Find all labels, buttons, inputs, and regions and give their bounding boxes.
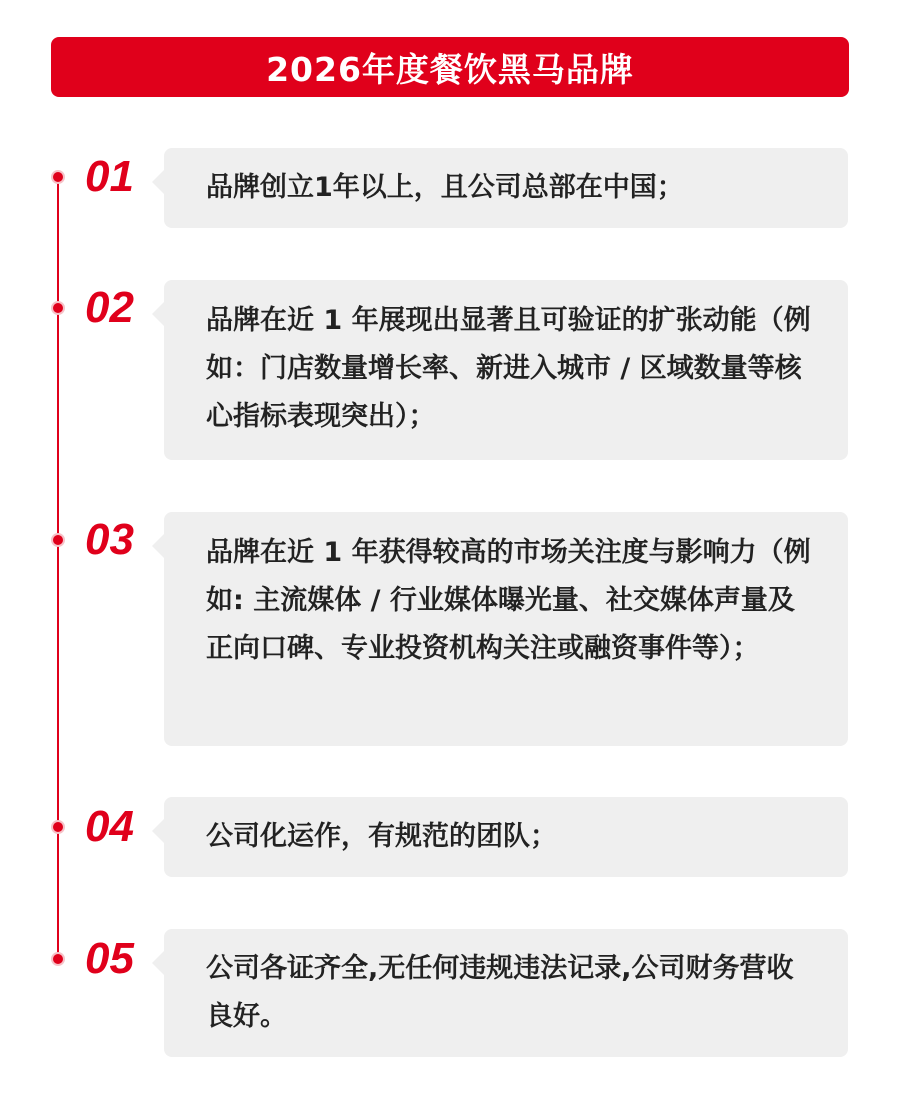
criterion-card bbox=[164, 797, 848, 877]
title-banner bbox=[51, 37, 849, 97]
criterion-number: 02 bbox=[85, 283, 134, 332]
criterion-number: 03 bbox=[85, 515, 134, 564]
timeline-dot bbox=[51, 952, 65, 966]
criterion-text: 品牌创立1年以上，且公司总部在中国； bbox=[206, 172, 684, 203]
timeline-dot bbox=[51, 301, 65, 315]
criterion-number: 04 bbox=[85, 802, 134, 851]
criterion-number: 01 bbox=[85, 152, 134, 201]
criterion-text: 公司各证齐全,无任何违规违法记录,公司财务营收良好。 bbox=[206, 953, 794, 1032]
criterion-card bbox=[164, 512, 848, 746]
timeline-dot bbox=[51, 820, 65, 834]
criterion-text: 公司化运作，有规范的团队； bbox=[206, 821, 557, 852]
criterion-text: 品牌在近 1 年获得较高的市场关注度与影响力（例如: 主流媒体 / 行业媒体曝光量、社交媒体声量及正向口碑、专业投资机构关注或融资事件等）； bbox=[206, 537, 811, 664]
criterion-card bbox=[164, 280, 848, 460]
criterion-card bbox=[164, 148, 848, 228]
timeline-dot bbox=[51, 170, 65, 184]
criterion-text: 品牌在近 1 年展现出显著且可验证的扩张动能（例如：门店数量增长率、新进入城市 / 区域数量等核心指标表现突出）； bbox=[206, 305, 811, 432]
timeline-line bbox=[57, 175, 59, 960]
criterion-card bbox=[164, 929, 848, 1057]
criterion-number: 05 bbox=[85, 934, 134, 983]
page-title: 2026年度餐饮黑马品牌 bbox=[266, 49, 634, 89]
timeline-dot bbox=[51, 533, 65, 547]
